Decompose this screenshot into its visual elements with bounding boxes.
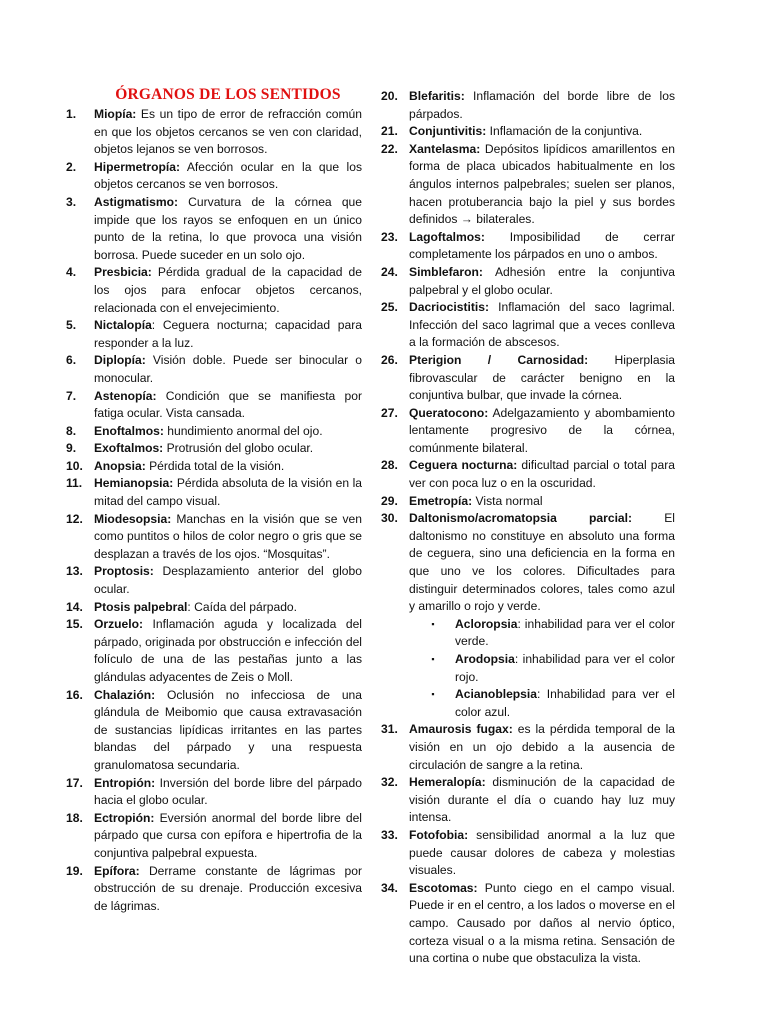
item-number: 21.: [381, 124, 398, 139]
definition-item: [66, 264, 362, 317]
item-definition: Pérdida gradual de la capacidad de los ojos para enfocar objetos cercanos, relacionada con el envejecimiento.: [94, 265, 362, 315]
item-body: [409, 827, 675, 880]
definition-item: [381, 493, 675, 511]
item-number: 14.: [66, 599, 83, 614]
item-term: Fotofobia:: [409, 827, 469, 842]
sub-item-body: [455, 651, 675, 686]
item-definition: Punto ciego en el campo visual. Puede ir en el centro, a los lados o moverse en el campo. Causado por daños al nervio óptico, corteza visual o a la misma retina. Sensación de una cortina o nube que obstaculiza la vista.: [409, 880, 675, 966]
item-body: [94, 388, 362, 423]
item-definition: hundimiento anormal del ojo.: [163, 423, 323, 438]
item-definition: : Caída del párpado.: [187, 599, 298, 614]
definition-item: [66, 423, 362, 441]
item-definition: Inflamación aguda y localizada del párpado, originada por obstrucción e infección del folículo de una de las pestañas junto a las glándulas adyacentes de Zeis o Moll.: [94, 617, 362, 684]
definition-item: [66, 352, 362, 387]
item-term: Entropión:: [94, 775, 156, 790]
definition-item: [381, 774, 675, 827]
item-body: [94, 194, 362, 264]
item-term: Simblefaron:: [409, 264, 483, 279]
item-body: [94, 440, 362, 458]
sub-item-definition: : inhabilidad para ver el color verde.: [455, 616, 675, 649]
square-bullet-icon: ▪: [431, 654, 435, 664]
item-number: 24.: [381, 264, 398, 279]
definition-item: [66, 106, 362, 159]
item-body: [94, 423, 362, 441]
item-number: 29.: [381, 493, 398, 508]
item-definition: Afección ocular en la que los objetos cercanos se ven borrosos.: [94, 159, 362, 192]
item-term: Ptosis palpebral: [94, 599, 188, 614]
item-body: [94, 687, 362, 775]
item-definition: Protrusión del globo ocular.: [163, 441, 314, 456]
item-definition: Hiperplasia fibrovascular de carácter benigno en la conjuntiva bulbar, que invade la córnea.: [409, 352, 675, 403]
item-term: Nictalopía: [94, 318, 152, 333]
sub-item-term: Arodopsia: [455, 652, 515, 666]
item-definition: Condición que se manifiesta por fatiga ocular. Vista cansada.: [94, 388, 362, 421]
item-body: [409, 141, 675, 229]
item-number: 18.: [66, 810, 83, 825]
definition-item: [66, 194, 362, 264]
item-definition: Derrame constante de lágrimas por obstrucción de su drenaje. Producción excesiva de lágrimas.: [94, 863, 362, 913]
square-bullet-icon: ▪: [431, 689, 435, 700]
sub-item-term: Acloropsia: [455, 616, 518, 631]
item-definition: Inflamación de la conjuntiva.: [486, 124, 643, 139]
item-number: 25.: [381, 300, 398, 315]
item-number: 2.: [66, 159, 77, 174]
item-number: 19.: [66, 863, 83, 878]
definition-item: [381, 352, 675, 405]
item-body: [94, 159, 362, 194]
item-definition: El daltonismo no constituye en absoluto una forma de ceguera, sino una deficiencia en la forma en que uno ve los colores. Dificultades para distinguir determinados colores, tales como azul y amarillo o rojo y verde.: [409, 511, 675, 614]
definition-item: [381, 88, 675, 123]
item-definition: Visión doble. Puede ser binocular o monocular.: [94, 353, 362, 385]
item-term: Pterigion / Carnosidad:: [409, 352, 589, 367]
item-term: Enoftalmos:: [94, 423, 164, 438]
item-term: Miodesopsia:: [94, 511, 172, 526]
item-definition: dificultad parcial o total para ver con poca luz o en la oscuridad.: [409, 458, 676, 491]
item-number: 17.: [66, 775, 83, 790]
item-definition: Desplazamiento anterior del globo ocular.: [94, 564, 362, 597]
item-body: [94, 475, 362, 510]
item-term: Hemeralopía:: [409, 775, 486, 790]
item-body: [409, 493, 675, 511]
item-number: 30.: [381, 511, 398, 526]
item-number: 9.: [66, 441, 77, 456]
definition-item: [381, 264, 675, 299]
definition-item: [381, 510, 675, 616]
item-body: [409, 774, 675, 827]
sub-item-body: [455, 686, 675, 721]
item-term: Amaurosis fugax:: [409, 722, 513, 737]
item-definition: Pérdida total de la visión.: [145, 458, 285, 473]
item-number: 5.: [66, 318, 77, 333]
item-body: [409, 880, 675, 968]
sub-list-item: [409, 651, 675, 686]
item-number: 13.: [66, 564, 83, 579]
definition-item: [66, 440, 362, 458]
definition-item: [381, 880, 675, 968]
item-number: 7.: [66, 388, 77, 403]
item-body: [94, 511, 362, 564]
item-definition: Inflamación del borde libre de los párpados.: [409, 89, 675, 121]
item-term: Ectropión:: [94, 810, 155, 825]
definition-item: [381, 457, 675, 492]
item-body: [409, 264, 675, 299]
item-term: Chalazión:: [94, 687, 156, 702]
item-number: 20.: [381, 89, 398, 103]
item-body: [94, 317, 362, 352]
item-number: 28.: [381, 458, 398, 473]
item-number: 16.: [66, 687, 83, 702]
item-number: 27.: [381, 405, 398, 420]
item-term: Astigmatismo:: [94, 194, 178, 209]
item-definition: Curvatura de la córnea que impide que los rayos se enfoquen en un único punto de la retina, lo que provoca una visión borrosa. Puede suceder en un solo ojo.: [94, 194, 362, 262]
definition-item: [381, 299, 675, 352]
definition-item: [381, 229, 675, 264]
item-number: 32.: [381, 775, 398, 790]
item-term: Exoftalmos:: [94, 441, 164, 456]
item-definition: sensibilidad anormal a la luz que puede causar dolores de cabeza y molestias visuales.: [409, 827, 675, 878]
sub-item-body: [455, 616, 675, 651]
item-term: Hipermetropía:: [94, 159, 181, 174]
item-definition: Inversión del borde libre del párpado hacia el globo ocular.: [94, 775, 362, 808]
item-body: [409, 352, 675, 405]
sub-item-term: Acianoblepsia: [455, 687, 537, 702]
item-body: [94, 599, 362, 617]
definition-item: [66, 458, 362, 476]
item-definition: es la pérdida temporal de la visión en un ojo debido a la ausencia de circulación de sangre a la retina.: [409, 722, 676, 772]
item-definition: : Ceguera nocturna; capacidad para responder a la luz.: [94, 318, 362, 350]
item-number: 34.: [381, 880, 398, 895]
item-number: 11.: [66, 476, 83, 491]
item-definition: Adhesión entre la conjuntiva palpebral y el globo ocular.: [409, 264, 675, 297]
item-body: [409, 721, 675, 774]
item-body: [409, 405, 675, 458]
definition-item: [66, 388, 362, 423]
item-number: 33.: [381, 827, 398, 842]
definition-item: [66, 317, 362, 352]
item-definition: Inflamación del saco lagrimal. Infección del saco lagrimal que a veces conlleva a la formación de abscesos.: [409, 300, 675, 350]
item-number: 4.: [66, 265, 77, 280]
item-definition: Manchas en la visión que se ven como puntitos o hilos de color negro o gris que se desplazan a través de los ojos. “Mosquitas”.: [94, 511, 362, 561]
item-term: Ceguera nocturna:: [409, 458, 518, 473]
definition-item: [66, 687, 362, 775]
item-number: 15.: [66, 617, 83, 632]
item-body: [94, 458, 362, 476]
item-definition: disminución de la capacidad de visión durante el día o cuando hay luz muy intensa.: [409, 775, 675, 825]
definition-item: [381, 141, 675, 229]
item-definition: Imposibilidad de cerrar completamente los párpados en uno o ambos.: [409, 229, 675, 262]
item-term: Presbicia:: [94, 265, 152, 280]
definition-item: [381, 405, 675, 458]
right-column: [381, 88, 675, 968]
definition-item: [381, 123, 675, 141]
item-term: Orzuelo:: [94, 617, 144, 632]
item-term: Dacriocistitis:: [409, 300, 489, 315]
item-body: [94, 106, 362, 159]
definition-item: [66, 159, 362, 194]
item-definition: Depósitos lipídicos amarillentos en forma de placa ubicados habitualmente en los ángulos internos palpebrales; suelen ser planos, hacen protuberancia bajo la piel y sus bordes definidos → bilaterales.: [409, 141, 675, 227]
definition-item: [66, 475, 362, 510]
item-definition: Pérdida absoluta de la visión en la mitad del campo visual.: [94, 476, 362, 509]
definition-item: [66, 863, 362, 916]
item-term: Miopía:: [94, 107, 137, 121]
square-bullet-icon: ▪: [431, 618, 435, 629]
item-number: 3.: [66, 194, 77, 209]
item-body: [94, 616, 362, 686]
item-term: Proptosis:: [94, 564, 154, 579]
item-body: [409, 299, 675, 352]
item-definition: Eversión anormal del borde libre del párpado que cursa con epífora e hipertrofia de la conjuntiva palpebral expuesta.: [94, 810, 362, 860]
item-term: Diplopía:: [94, 353, 146, 368]
item-term: Blefaritis:: [409, 89, 465, 103]
item-body: [94, 810, 362, 863]
item-body: [94, 352, 362, 387]
item-body: [409, 229, 675, 264]
sub-item-definition: : inhabilidad para ver el color rojo.: [455, 652, 675, 684]
item-number: 6.: [66, 353, 77, 368]
definition-item: [381, 827, 675, 880]
item-body: [409, 457, 675, 492]
definition-item: [66, 775, 362, 810]
item-term: Astenopía:: [94, 388, 157, 403]
item-term: Xantelasma:: [409, 141, 481, 156]
item-term: Emetropía:: [409, 493, 473, 508]
item-term: Anopsia:: [94, 458, 146, 473]
item-definition: Oclusión no infecciosa de una glándula de Meibomio que causa extravasación de sustancias lipídicas irritantes en las partes blandas del párpado y una respuesta granulomatosa secundaria.: [94, 687, 362, 772]
item-term: Conjuntivitis:: [409, 124, 487, 139]
item-number: 31.: [381, 722, 398, 737]
item-term: Epífora:: [94, 863, 140, 878]
item-definition: Vista normal: [472, 493, 543, 508]
left-column: [66, 86, 362, 915]
definition-item: [66, 511, 362, 564]
item-body: [94, 563, 362, 598]
item-definition: Adelgazamiento y abombamiento lentamente progresivo de la córnea, comúnmente bilateral.: [409, 405, 675, 455]
definition-item: [66, 810, 362, 863]
item-body: [94, 863, 362, 916]
item-number: 22.: [381, 141, 398, 156]
definition-item: [381, 721, 675, 774]
item-number: 8.: [66, 423, 77, 438]
item-body: [409, 510, 675, 616]
item-body: [94, 264, 362, 317]
item-term: Lagoftalmos:: [409, 229, 485, 244]
item-term: Queratocono:: [409, 405, 489, 420]
item-body: [409, 123, 675, 141]
item-number: 26.: [381, 352, 398, 367]
definition-item: [66, 616, 362, 686]
item-term: Daltonismo/acromatopsia parcial:: [409, 511, 633, 526]
item-number: 12.: [66, 511, 83, 526]
item-definition: Es un tipo de error de refracción común en que los objetos cercanos se ven con claridad, objetos lejanos se ven borrosos.: [94, 107, 362, 157]
item-term: Escotomas:: [409, 880, 478, 895]
item-number: 1.: [66, 107, 77, 121]
item-body: [94, 775, 362, 810]
item-number: 10.: [66, 458, 83, 473]
sub-item-definition: : Inhabilidad para ver el color azul.: [455, 687, 675, 719]
item-term: Hemianopsia:: [94, 476, 174, 491]
page-title: ÓRGANOS DE LOS SENTIDOS: [115, 86, 341, 103]
definition-item: [66, 563, 362, 598]
sub-list-item: [409, 616, 675, 651]
sub-list-item: [409, 686, 675, 721]
item-number: 23.: [381, 229, 398, 244]
definition-item: [66, 599, 362, 617]
item-body: [409, 88, 675, 123]
